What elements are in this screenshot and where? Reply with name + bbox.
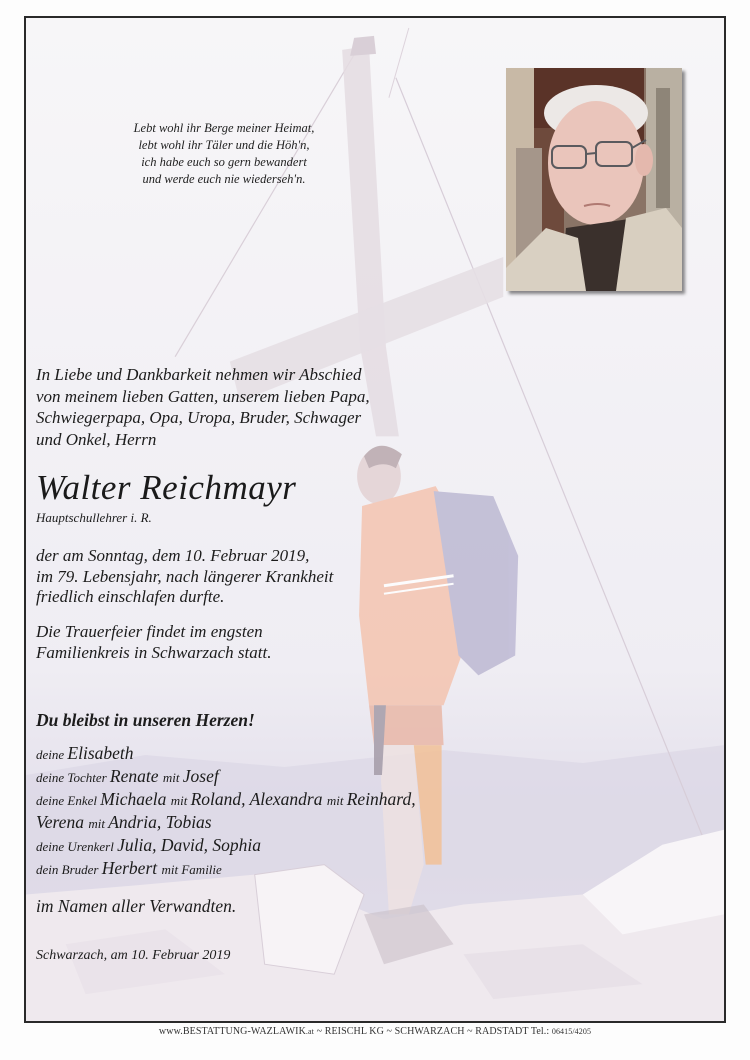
mourner-line [36,834,416,857]
death-line: im 79. Lebensjahr, nach längerer Krankheit [36,566,334,586]
mourner-name: Michaela [100,789,171,809]
mourner-connector: mit Familie [161,862,222,877]
mourner-name: Verena [36,812,89,832]
mourner-line [36,788,416,811]
obituary-frame [24,16,726,1023]
intro-line: Schwiegerpapa, Opa, Uropa, Bruder, Schwager [36,408,362,427]
ceremony-line: Familienkreis in Schwarzach statt. [36,642,272,662]
funeral-home-footer [0,1026,750,1037]
mourners-list [36,742,416,880]
portrait-photo [506,68,682,291]
mourner-name: Reinhard, [346,789,416,809]
mourner-line [36,857,416,880]
poem-line: lebt wohl ihr Täler und die Höh'n, [138,138,310,152]
relatives-line: im Namen aller Verwandten. [36,896,237,916]
poem-line: und werde euch nie wiederseh'n. [142,172,306,186]
intro-line: von meinem lieben Gatten, unserem lieben Papa, [36,386,370,406]
deceased-title: Hauptschullehrer i. R. [36,510,152,525]
mourner-name: Julia, David, Sophia [117,835,261,855]
portrait-image [506,68,682,291]
poem-line: Lebt wohl ihr Berge meiner Heimat, [133,121,315,135]
mourner-line [36,765,416,788]
footer-domain: BESTATTUNG-WAZLAWIK [182,1026,306,1037]
mourner-name: Roland, Alexandra [190,789,327,809]
mourner-connector: mit [162,770,183,785]
motto: Du bleibst in unseren Herzen! [36,710,255,730]
poem-line: ich habe euch so gern bewandert [141,155,307,169]
mourner-name: Renate [109,766,163,786]
mourner-relation: deine Tochter [36,770,110,785]
death-line: der am Sonntag, dem 10. Februar 2019, [36,546,310,565]
mourner-connector: mit [326,793,347,808]
mourner-name: Andria, Tobias [108,812,212,832]
mourner-connector: mit [170,793,191,808]
footer-tld: .at [305,1027,314,1036]
footer-company: ~ REISCHL KG ~ SCHWARZACH ~ RADSTADT Tel.: [313,1026,552,1037]
mourner-connector: mit [88,816,109,831]
mourner-line [36,742,416,765]
intro-text [36,364,456,450]
mourner-relation: deine [36,747,68,762]
mourner-relation: dein Bruder [36,862,102,877]
farewell-poem [114,120,334,188]
mourner-relation: deine Urenkerl [36,839,118,854]
intro-line: und Onkel, Herrn [36,429,157,449]
footer-www: www. [158,1026,183,1037]
place-date: Schwarzach, am 10. Februar 2019 [36,948,231,963]
mourner-relation: deine Enkel [36,793,101,808]
ceremony-line: Die Trauerfeier findet im engsten [36,622,263,641]
mourner-line [36,811,416,834]
mourner-name: Elisabeth [67,743,134,763]
deceased-name: Walter Reichmayr [36,468,297,507]
death-line: friedlich einschlafen durfte. [36,587,225,606]
ceremony-notice [36,622,271,663]
mourner-name: Josef [182,766,219,786]
intro-line: In Liebe und Dankbarkeit nehmen wir Abschied [36,365,362,384]
footer-phone: 06415/4205 [551,1027,592,1036]
mourner-name: Herbert [101,858,162,878]
death-notice [36,546,333,608]
